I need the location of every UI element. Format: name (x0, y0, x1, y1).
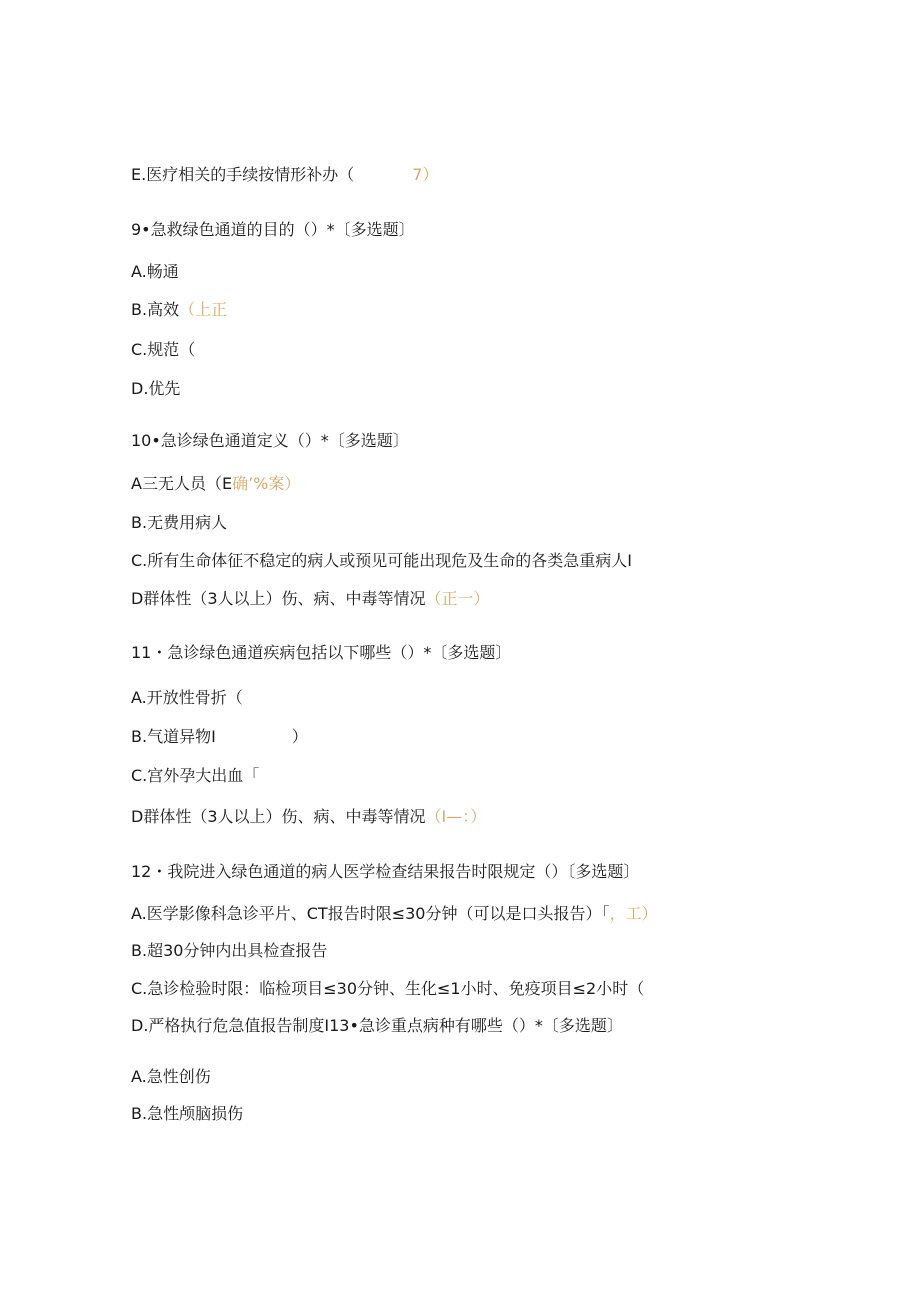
question-12 (131, 862, 639, 882)
question-text: 9•急救绿色通道的目的（）*〔多选题〕 (131, 220, 415, 239)
option-b-q9 (131, 300, 227, 320)
option-text: A.畅通 (131, 262, 179, 281)
option-e-q8 (131, 165, 438, 185)
option-text: B.超30分钟内出具检查报告 (131, 941, 328, 960)
option-a-q10 (131, 474, 300, 494)
question-9 (131, 220, 415, 240)
question-text: 11・急诊绿色通道疾病包括以下哪些（）*〔多选题〕 (131, 643, 512, 662)
option-text: B.无费用病人 (131, 513, 228, 532)
option-d-q11 (131, 807, 486, 827)
option-text: A.急性创伤 (131, 1067, 211, 1086)
answer-mark: （I—：） (425, 807, 487, 826)
option-b-q13 (131, 1104, 243, 1124)
answer-mark: （上正 (179, 300, 228, 319)
option-text: B.高效 (131, 300, 180, 319)
answer-mark: 确’%案） (232, 474, 301, 493)
option-text: C.急诊检验时限：临检项目≤30分钟、生化≤1小时、免疫项目≤2小时（ (131, 979, 645, 998)
option-b-q12 (131, 941, 327, 961)
option-b-q11 (131, 727, 308, 747)
option-text: C.所有生命体征不稳定的病人或预见可能出现危及生命的各类急重病人I (131, 551, 632, 570)
option-d-q10 (131, 589, 490, 609)
option-a-q13 (131, 1067, 211, 1087)
option-text: A三无人员（E (131, 474, 233, 493)
option-text: C.规范（ (131, 340, 196, 359)
option-c-q10 (131, 551, 632, 571)
option-d-q12 (131, 1016, 623, 1036)
option-text: E.医疗相关的手续按情形补办（ (131, 165, 355, 184)
option-text: D群体性（3人以上）伤、病、中毒等情况 (131, 807, 426, 826)
option-text: A.医学影像科急诊平片、CT报告时限≤30分钟（可以是口头报告）「 (131, 904, 610, 923)
answer-mark: （正一） (425, 589, 490, 608)
option-text: B.急性颅脑损伤 (131, 1104, 244, 1123)
option-text: A.开放性骨折（ (131, 688, 243, 707)
option-text: D群体性（3人以上）伤、病、中毒等情况 (131, 589, 426, 608)
question-text: 10•急诊绿色通道定义（）*〔多选题〕 (131, 431, 409, 450)
option-text: B.气道异物I (131, 727, 216, 746)
question-text: 12・我院进入绿色通道的病人医学检查结果报告时限规定（）〔多选题〕 (131, 862, 640, 881)
option-a-q9 (131, 262, 179, 282)
option-tail: ） (291, 727, 308, 746)
option-c-q9 (131, 340, 195, 360)
option-c-q11 (131, 766, 259, 786)
option-a-q12 (131, 904, 657, 924)
option-c-q12 (131, 979, 644, 999)
option-text: C.宫外孕大出血「 (131, 766, 260, 785)
answer-mark: ，工） (609, 904, 658, 923)
option-b-q10 (131, 513, 227, 533)
option-text: D.优先 (131, 379, 181, 398)
option-a-q11 (131, 688, 243, 708)
option-d-q9 (131, 379, 180, 399)
question-11 (131, 643, 511, 663)
question-10 (131, 431, 409, 451)
option-text: D.严格执行危急值报告制度I13•急诊重点病种有哪些（）*〔多选题〕 (131, 1016, 623, 1035)
answer-mark: 7） (412, 165, 439, 184)
